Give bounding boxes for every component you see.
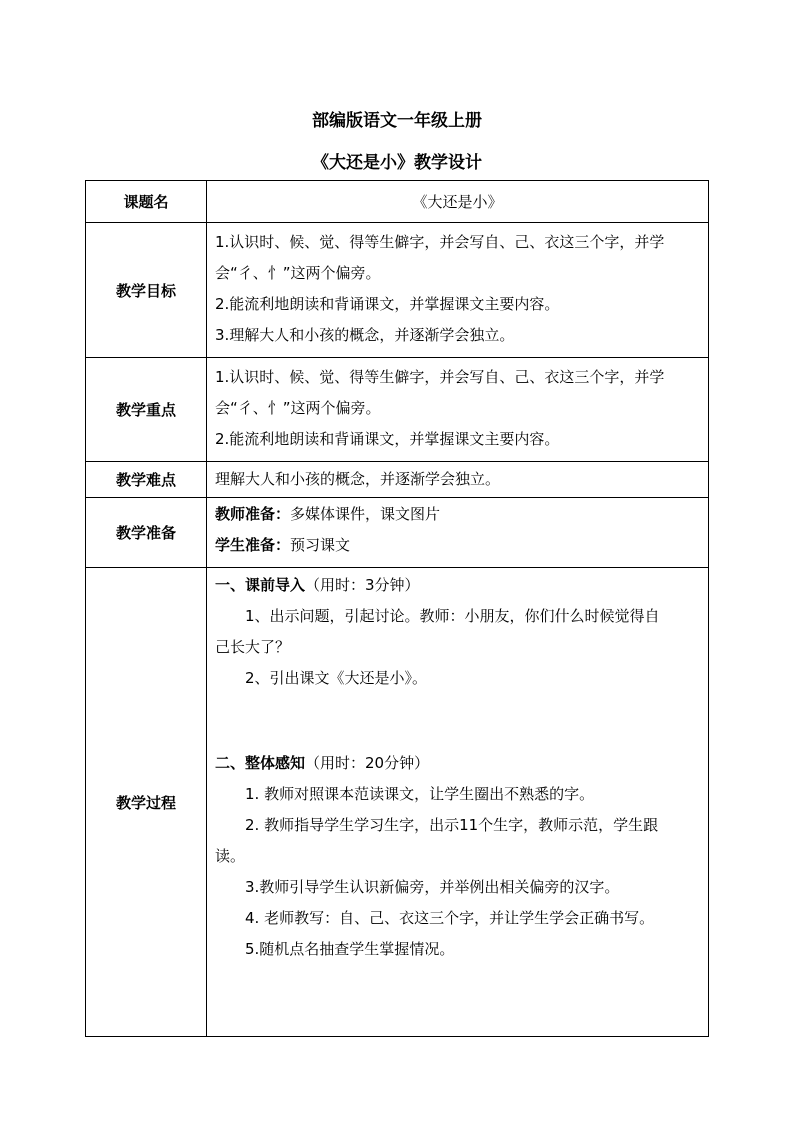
section2-time: （用时：20分钟）: [305, 754, 430, 772]
section2-item: 4. 老师教写：自、己、衣这三个字，并让学生学会正确书写。: [245, 909, 655, 927]
section2-item: 读。: [215, 847, 246, 865]
section2-heading: 二、整体感知: [215, 754, 306, 772]
preparation-label: 教学准备: [86, 498, 207, 568]
table-row-goals: [86, 223, 709, 358]
difficulties-label: 教学难点: [86, 462, 207, 498]
table-row-difficulties: [86, 462, 709, 498]
lesson-plan-table: [85, 180, 709, 1037]
teacher-preparation: [215, 499, 701, 530]
goals-content: [207, 223, 709, 358]
section1-item: 2、引出课文《大还是小》。: [245, 669, 428, 687]
table-row-key-points: [86, 358, 709, 462]
section2-item: 1. 教师对照课本范读课文，让学生圈出不熟悉的字。: [245, 785, 595, 803]
preparation-content: [207, 498, 709, 568]
process-label: 教学过程: [86, 568, 207, 1037]
table-row-process: [86, 568, 709, 1037]
section2-item: 3.教师引导学生认识新偏旁，并举例出相关偏旁的汉字。: [245, 878, 620, 896]
section2-header: [215, 748, 701, 779]
section1-heading: 一、课前导入: [215, 576, 306, 594]
table-row-preparation: [86, 498, 709, 568]
key-points-line: 会“彳、忄”这两个偏旁。: [215, 399, 381, 417]
document-title: 部编版语文一年级上册: [312, 111, 482, 131]
section2-item: 2. 教师指导学生学习生字，出示11个生字，教师示范，学生跟: [245, 816, 659, 834]
key-points-label: 教学重点: [86, 358, 207, 462]
key-points-content: [207, 358, 709, 462]
section1-item: 1、出示问题，引起讨论。教师：小朋友，你们什么时候觉得自: [245, 607, 660, 625]
document-subtitle: 《大还是小》教学设计: [312, 153, 482, 173]
section2-item: 5.随机点名抽查学生掌握情况。: [245, 940, 455, 958]
difficulties-text: 理解大人和小孩的概念，并逐渐学会独立。: [207, 462, 709, 498]
teacher-preparation-text: 多媒体课件，课文图片: [290, 505, 441, 523]
section1-header: [215, 570, 701, 601]
student-preparation-label: 学生准备：: [215, 536, 291, 554]
process-content: [207, 568, 709, 1037]
student-preparation-text: 预习课文: [290, 536, 351, 554]
goals-line: 1.认识时、候、觉、得等生僻字，并会写自、己、衣这三个字，并学: [215, 233, 665, 251]
section1-time: （用时：3分钟）: [305, 576, 420, 594]
key-points-line: 1.认识时、候、觉、得等生僻字，并会写自、己、衣这三个字，并学: [215, 368, 665, 386]
goals-label: 教学目标: [86, 223, 207, 358]
goals-line: 3.理解大人和小孩的概念，并逐渐学会独立。: [215, 326, 515, 344]
goals-line: 2.能流利地朗读和背诵课文，并掌握课文主要内容。: [215, 295, 560, 313]
goals-line: 会“彳、忄”这两个偏旁。: [215, 264, 381, 282]
teacher-preparation-label: 教师准备：: [215, 505, 291, 523]
student-preparation: [215, 530, 701, 561]
table-row-topic: [86, 181, 709, 223]
topic-value: 《大还是小》: [207, 181, 709, 223]
key-points-line: 2.能流利地朗读和背诵课文，并掌握课文主要内容。: [215, 430, 560, 448]
topic-label: 课题名: [86, 181, 207, 223]
section1-item: 己长大了？: [215, 638, 291, 656]
section-spacer: [215, 694, 701, 748]
